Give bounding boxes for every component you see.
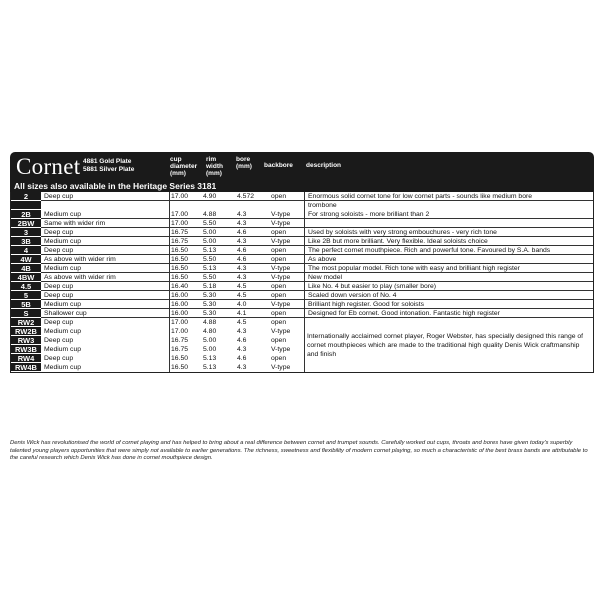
cup-diameter: 16.40 [171,283,189,290]
col-header-rim [206,156,223,177]
cup-description: As above with wider rim [44,256,116,263]
table-row [11,237,593,246]
table-row [11,363,593,372]
rim-width: 5.00 [203,229,217,236]
rim-width: 5.50 [203,220,217,227]
cup-description: Deep cup [44,229,74,236]
cup-diameter: 16.75 [171,238,189,245]
backbore-type: open [271,355,287,362]
bore-size: 4.3 [237,364,247,371]
bore-size: 4.6 [237,229,247,236]
model-description: The most popular model. Rich tone with easy and brilliant high register [308,265,520,272]
col-bore-line2: (mm) [236,163,252,170]
table-row [11,291,593,300]
rim-width: 4.80 [203,328,217,335]
rim-width: 4.88 [203,319,217,326]
model-description: Scaled down version of No. 4 [308,292,397,299]
cup-diameter: 17.00 [171,328,189,335]
bore-size: 4.5 [237,283,247,290]
table-row [11,282,593,291]
cup-description: Deep cup [44,355,74,362]
cup-description: Medium cup [44,265,82,272]
model-code: 4W [11,255,41,264]
cup-description: Medium cup [44,301,82,308]
cup-diameter: 16.50 [171,274,189,281]
rim-width: 5.00 [203,337,217,344]
model-code: 5B [11,300,41,309]
bore-size: 4.6 [237,256,247,263]
rim-width: 5.13 [203,265,217,272]
cup-diameter: 16.00 [171,310,189,317]
backbore-type: open [271,310,287,317]
cup-description: Deep cup [44,337,74,344]
silver-plate-label: 5881 Silver Plate [83,166,135,173]
backbore-type: open [271,337,287,344]
table-row [11,219,593,228]
backbore-type: open [271,247,287,254]
col-header-cup [170,156,197,177]
rim-width: 5.18 [203,283,217,290]
col-cup-line2: diameter [170,163,198,170]
model-description: New model [308,274,342,281]
table-row [11,318,593,327]
model-code [11,201,41,210]
cup-diameter: 17.00 [171,319,189,326]
backbore-type: V-type [271,220,291,227]
cup-description: Deep cup [44,283,74,290]
table-row [11,309,593,318]
model-description: trombone [308,202,337,209]
table-row [11,246,593,255]
model-code: RW3 [11,336,41,345]
model-description: Like 2B but more brilliant. Very flexible. Ideal soloists choice [308,238,488,245]
col-rim-line3: (mm) [206,170,222,177]
backbore-type: open [271,292,287,299]
table-row [11,228,593,237]
model-description: For strong soloists - more brilliant than 2 [308,211,430,218]
cup-description: Deep cup [44,292,74,299]
cup-description: As above with wider rim [44,274,116,281]
backbore-type: open [271,229,287,236]
backbore-type: open [271,319,287,326]
bore-size: 4.3 [237,211,247,218]
cup-description: Medium cup [44,211,82,218]
backbore-type: open [271,193,287,200]
model-description: Enormous solid cornet tone for low cornet parts - sounds like medium bore [308,193,533,200]
cup-diameter: 16.50 [171,355,189,362]
cup-description: Deep cup [44,193,74,200]
rim-width: 5.13 [203,364,217,371]
cup-diameter: 16.50 [171,265,189,272]
cup-diameter: 17.00 [171,220,189,227]
model-code: 5 [11,291,41,300]
cup-description: Medium cup [44,346,82,353]
rim-width: 5.50 [203,256,217,263]
table-row [11,264,593,273]
footer-paragraph: Denis Wick has revolutionised the world of cornet playing and has helped to bring about a real difference between cornet and trumpet sounds. Carefully worked out cups, throats and bores have given today's superbly talented young players opportunities that were simply not available to earlier generations. The richness, sweetness and flexibility of modern cornet playing, so much a characteristic of the best brass bands are attributable to the careful research which Denis Wick has done in cornet mouthpiece design. [10,440,588,461]
cup-diameter: 17.00 [171,211,189,218]
rim-width: 5.00 [203,346,217,353]
cup-diameter: 16.50 [171,247,189,254]
bore-size: 4.5 [237,319,247,326]
model-code: 4BW [11,273,41,282]
model-code: RW4B [11,363,41,372]
model-description: Like No. 4 but easier to play (smaller bore) [308,283,437,290]
table-row [11,273,593,282]
rim-width: 5.00 [203,238,217,245]
col-rim-line2: width [206,163,223,170]
bore-size: 4.6 [237,355,247,362]
bore-size: 4.0 [237,301,247,308]
model-description: Used by soloists with very strong embouchures - very rich tone [308,229,497,236]
backbore-type: V-type [271,328,291,335]
rim-width: 5.50 [203,274,217,281]
table-row [11,210,593,219]
rim-width: 5.30 [203,310,217,317]
cup-diameter: 16.50 [171,364,189,371]
rim-width: 5.13 [203,355,217,362]
cup-diameter: 16.75 [171,229,189,236]
model-code: 3 [11,228,41,237]
col-cup-line1: cup [170,156,182,163]
cup-description: Medium cup [44,328,82,335]
cup-description: Medium cup [44,238,82,245]
backbore-type: V-type [271,364,291,371]
bore-size: 4.3 [237,274,247,281]
backbore-type: V-type [271,346,291,353]
backbore-type: V-type [271,238,291,245]
table-row [11,255,593,264]
heritage-note: All sizes also available in the Heritage Series 3181 [14,181,217,191]
backbore-type: V-type [271,265,291,272]
rim-width: 4.88 [203,211,217,218]
table-row [11,201,593,210]
model-code: 4.5 [11,282,41,291]
cup-description: Medium cup [44,364,82,371]
bore-size: 4.1 [237,310,247,317]
cup-description: Deep cup [44,247,74,254]
model-code: RW2 [11,318,41,327]
backbore-type: open [271,256,287,263]
model-code: 2BW [11,219,41,228]
table-row [11,300,593,309]
col-header-description: description [306,162,342,169]
rw-series-description: Internationally acclaimed cornet player, Roger Webster, has specially designed this range of cornet mouthpieces which are made to the traditional high quality Denis Wick craftmanship and finish [307,333,584,359]
bore-size: 4.3 [237,238,247,245]
model-code: RW4 [11,354,41,363]
model-description: The perfect cornet mouthpiece. Rich and powerful tone. Favoured by S.A. bands [308,247,551,254]
table-row [11,192,593,201]
model-description: Designed for Eb cornet. Good intonation. Fantastic high register [308,310,500,317]
backbore-type: V-type [271,274,291,281]
rim-width: 5.30 [203,292,217,299]
rim-width: 4.90 [203,193,217,200]
bore-size: 4.5 [237,292,247,299]
model-description: Brilliant high register. Good for soloists [308,301,424,308]
bore-size: 4.3 [237,328,247,335]
gold-plate-label: 4881 Gold Plate [83,158,132,165]
table-header [10,152,594,192]
bore-size: 4.6 [237,247,247,254]
cup-description: Deep cup [44,319,74,326]
model-code: 4B [11,264,41,273]
bore-size: 4.6 [237,337,247,344]
model-code: S [11,309,41,318]
page-title: Cornet [16,154,81,179]
cup-description: Shallower cup [44,310,87,317]
backbore-type: V-type [271,211,291,218]
bore-size: 4.3 [237,265,247,272]
rim-width: 5.30 [203,301,217,308]
col-rim-line1: rim [206,156,217,163]
bore-size: 4.572 [237,193,255,200]
col-bore-line1: bore [236,156,251,163]
model-description: As above [308,256,337,263]
bore-size: 4.3 [237,346,247,353]
col-cup-line3: (mm) [170,170,186,177]
bore-size: 4.3 [237,220,247,227]
cup-diameter: 16.00 [171,292,189,299]
model-code: RW2B [11,327,41,336]
cup-description: Same with wider rim [44,220,106,227]
cup-diameter: 16.50 [171,256,189,263]
mouthpiece-table [10,152,594,373]
col-header-bore [236,156,252,170]
cup-diameter: 16.75 [171,337,189,344]
model-code: 3B [11,237,41,246]
col-header-backbore: backbore [264,162,293,169]
cup-diameter: 16.00 [171,301,189,308]
rim-width: 5.13 [203,247,217,254]
model-code: 4 [11,246,41,255]
model-code: 2 [11,192,41,201]
model-code: 2B [11,210,41,219]
backbore-type: V-type [271,301,291,308]
model-code: RW3B [11,345,41,354]
cup-diameter: 17.00 [171,193,189,200]
backbore-type: open [271,283,287,290]
cup-diameter: 16.75 [171,346,189,353]
